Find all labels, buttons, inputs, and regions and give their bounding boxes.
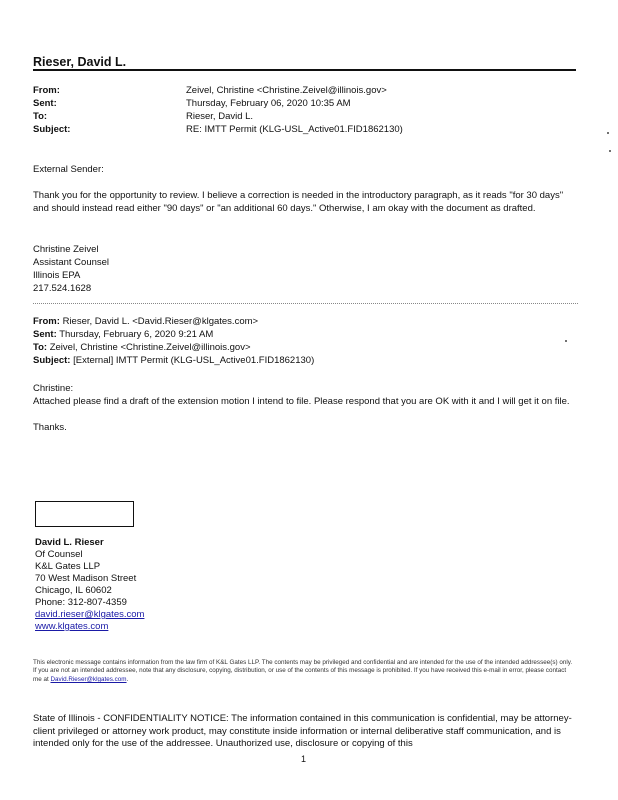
original-to-value: Zeivel, Christine <Christine.Zeivel@illinois.gov> — [49, 342, 251, 353]
original-from-line — [33, 315, 573, 328]
original-to-line — [33, 341, 573, 354]
original-sent-value: Thursday, February 6, 2020 9:21 AM — [59, 329, 214, 340]
original-from-label: From: — [33, 316, 60, 327]
original-subject-line — [33, 354, 573, 367]
scan-speck — [565, 340, 567, 342]
reply-signature-name: Christine Zeivel — [33, 244, 99, 255]
signature-title: Of Counsel — [35, 549, 83, 560]
message-separator — [33, 303, 578, 304]
firm-disclaimer — [33, 659, 575, 684]
signature-email-link[interactable]: david.rieser@klgates.com — [35, 609, 145, 620]
from-value: Zeivel, Christine <Christine.Zeivel@illinois.gov> — [186, 85, 387, 96]
reply-signature-org: Illinois EPA — [33, 270, 81, 281]
disclaimer-text-end: . — [126, 675, 129, 683]
disclaimer-text: This electronic message contains information from the law firm of K&L Gates LLP. The contents may be privileged and confidential and are intended for the use of the intended addressee(s) only. If you are not an intended addressee, note that any disclosure, copying, distribution, or use of the contents of this message is prohibited. If you have received this e-mail in error, please contact me at — [33, 659, 573, 683]
signature-phone: Phone: 312-807-4359 — [35, 597, 127, 608]
original-to-label: To: — [33, 342, 48, 353]
confidentiality-notice: State of Illinois - CONFIDENTIALITY NOTICE: The information contained in this communication is confidential, may be attorney-client privileged or attorney work product, may constitute inside information or internal deliberative staff communication, and is intended only for the use of the addressee. Unauthorized use, disclosure or copying of this — [33, 713, 572, 749]
original-closing: Thanks. — [33, 422, 67, 433]
disclaimer-email-link[interactable]: David.Rieser@klgates.com — [50, 675, 127, 683]
scan-speck — [607, 132, 609, 134]
original-greeting: Christine: — [33, 383, 74, 394]
original-from-value: Rieser, David L. <David.Rieser@klgates.com> — [62, 316, 259, 327]
signature-firm: K&L Gates LLP — [35, 561, 101, 572]
scan-speck — [609, 150, 611, 152]
subject-label: Subject: — [33, 124, 71, 135]
author-name: Rieser, David L. — [33, 55, 127, 69]
logo-placeholder-box — [35, 501, 134, 527]
signature-city: Chicago, IL 60602 — [35, 585, 112, 596]
original-subject-value: [External] IMTT Permit (KLG-USL_Active01.FID1862130) — [73, 355, 315, 366]
original-subject-label: Subject: — [33, 355, 71, 366]
sent-label: Sent: — [33, 98, 57, 109]
reply-signature-title: Assistant Counsel — [33, 257, 110, 268]
sent-value: Thursday, February 06, 2020 10:35 AM — [186, 98, 351, 109]
external-sender-notice: External Sender: — [33, 164, 104, 175]
reply-signature-phone: 217.524.1628 — [33, 283, 92, 294]
subject-value: RE: IMTT Permit (KLG-USL_Active01.FID1862130) — [186, 124, 403, 135]
to-value: Rieser, David L. — [186, 111, 254, 122]
original-paragraph: Attached please find a draft of the extension motion I intend to file. Please respond that you are OK with it and I will get it on file. — [33, 396, 570, 407]
page-number: 1 — [301, 754, 307, 764]
from-label: From: — [33, 85, 60, 96]
original-sent-label: Sent: — [33, 329, 57, 340]
original-sent-line — [33, 328, 573, 341]
header-rule — [33, 69, 576, 71]
to-label: To: — [33, 111, 48, 122]
signature-street: 70 West Madison Street — [35, 573, 137, 584]
reply-paragraph: Thank you for the opportunity to review. I believe a correction is needed in the introductory paragraph, as it reads "for 30 days" and should instead read either "90 days" or "an additional 60 days." Otherwise, I am okay with the document as drafted. — [33, 190, 564, 214]
signature-name: David L. Rieser — [35, 537, 104, 548]
signature-website-link[interactable]: www.klgates.com — [35, 621, 109, 632]
